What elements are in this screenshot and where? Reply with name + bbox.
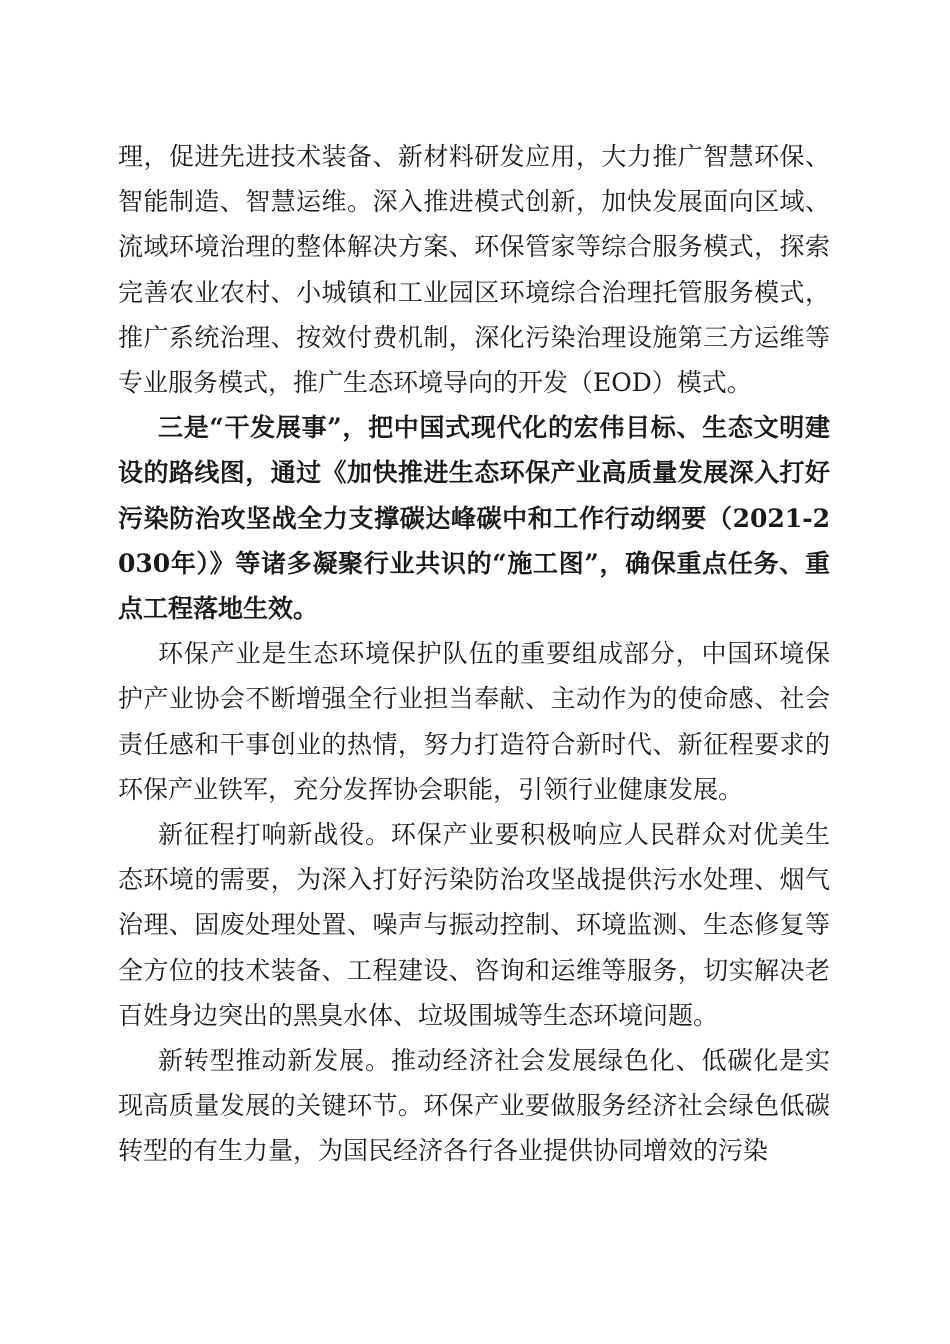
paragraph-new-campaign: 新征程打响新战役。环保产业要积极响应人民群众对优美生态环境的需要，为深入打好污染防治攻坚战提供污水处理、烟气治理、固废处理处置、噪声与振动控制、环境监测、生态修复等全方位的技术装备、工程建设、咨询和运维等服务，切实解决老百姓身边突出的黑臭水体、垃圾围城等生态环境问题。 [118, 820, 830, 1030]
paragraph-third-point: 三是“干发展事”，把中国式现代化的宏伟目标、生态文明建设的路线图，通过《加快推进生态环保产业高质量发展深入打好污染防治攻坚战全力支撑碳达峰碳中和工作行动纲要（2021-2030年）》等诸多凝聚行业共识的“施工图”，确保重点任务、重点工程落地生效。 [118, 413, 830, 624]
paragraph-continuation: 理，促进先进技术装备、新材料研发应用，大力推广智慧环保、智能制造、智慧运维。深入推进模式创新，加快发展面向区域、流域环境治理的整体解决方案、环保管家等综合服务模式，探索完善农业农村、小城镇和工业园区环境综合治理托管服务模式，推广系统治理、按效付费机制，深化污染治理设施第三方运维等专业服务模式，推广生态环境导向的开发（EOD）模式。 [118, 142, 830, 398]
paragraph-industry-role: 环保产业是生态环境保护队伍的重要组成部分，中国环境保护产业协会不断增强全行业担当奉献、主动作为的使命感、社会责任感和干事创业的热情，努力打造符合新时代、新征程要求的环保产业铁军，充分发挥协会职能，引领行业健康发展。 [118, 639, 830, 804]
document-body [118, 134, 830, 1174]
paragraph-new-transformation: 新转型推动新发展。推动经济社会发展绿色化、低碳化是实现高质量发展的关键环节。环保产业要做服务经济社会绿色低碳转型的有生力量，为国民经济各行各业提供协同增效的污染 [118, 1046, 830, 1166]
